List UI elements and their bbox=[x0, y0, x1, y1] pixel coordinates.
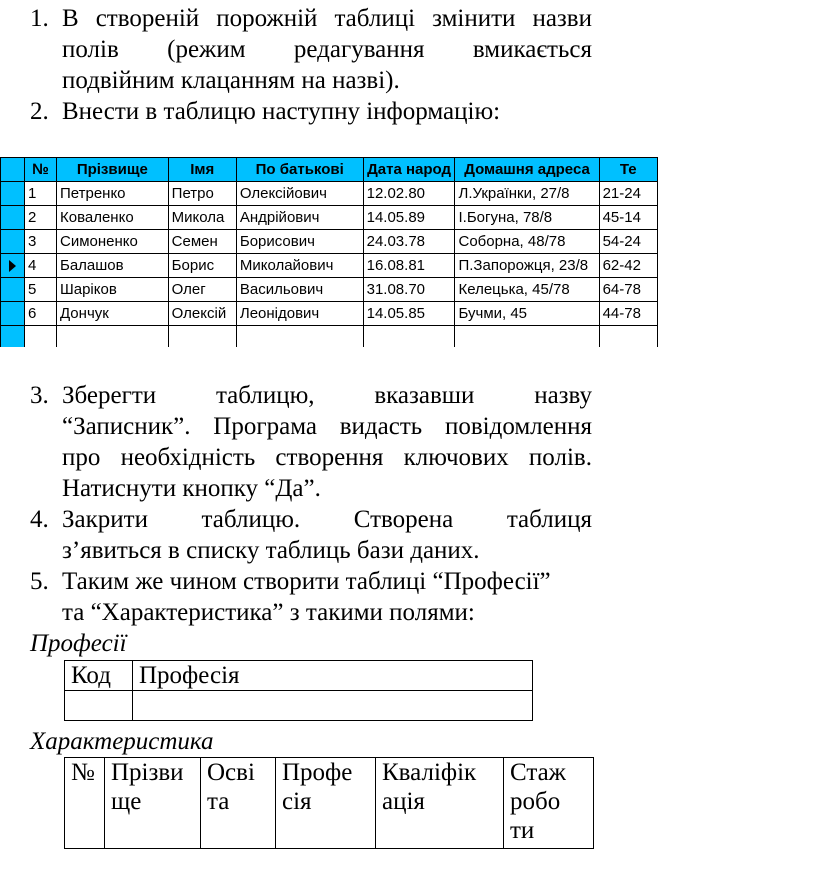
table-row bbox=[65, 661, 533, 691]
table-row-current[interactable] bbox=[1, 254, 658, 278]
cell[interactable]: Олексій bbox=[168, 302, 236, 326]
word: таблиці bbox=[334, 5, 416, 32]
cell[interactable]: 21-24 bbox=[599, 182, 657, 206]
cell[interactable]: 44-78 bbox=[599, 302, 657, 326]
cell[interactable]: 54-24 bbox=[599, 230, 657, 254]
step-1-number: 1. bbox=[30, 5, 49, 32]
new-record-row[interactable] bbox=[1, 326, 658, 348]
table-header-cell: Стаж робо ти bbox=[504, 758, 594, 849]
word: полів bbox=[62, 36, 119, 63]
row-selector[interactable] bbox=[1, 326, 25, 348]
word: створення bbox=[275, 444, 384, 471]
step-3-line-2 bbox=[62, 412, 592, 441]
cell[interactable]: Микола bbox=[168, 206, 236, 230]
column-header[interactable]: Те bbox=[599, 158, 657, 182]
table-row[interactable] bbox=[1, 230, 658, 254]
row-selector[interactable] bbox=[1, 230, 25, 254]
step-3-number: 3. bbox=[30, 382, 49, 409]
cell[interactable]: Андрійович bbox=[236, 206, 363, 230]
row-selector[interactable] bbox=[1, 302, 25, 326]
cell[interactable]: 14.05.85 bbox=[363, 302, 455, 326]
characteristics-table bbox=[64, 757, 594, 849]
cell[interactable]: 14.05.89 bbox=[363, 206, 455, 230]
word: Зберегти bbox=[62, 382, 157, 409]
table-header-cell: № bbox=[65, 758, 105, 849]
word: вказавши bbox=[374, 382, 475, 409]
cell[interactable] bbox=[363, 326, 455, 348]
word: ключових bbox=[403, 444, 509, 471]
cell[interactable] bbox=[25, 326, 57, 348]
word: таблицю. bbox=[201, 506, 301, 533]
step-5-number: 5. bbox=[30, 568, 49, 595]
cell[interactable]: 4 bbox=[25, 254, 57, 278]
cell[interactable]: Олексійович bbox=[236, 182, 363, 206]
table-row[interactable] bbox=[1, 182, 658, 206]
cell[interactable]: Дончук bbox=[56, 302, 168, 326]
step-5-line-1: Таким же чином створити таблиці “Професії” bbox=[62, 568, 551, 595]
cell[interactable]: 64-78 bbox=[599, 278, 657, 302]
cell[interactable]: 12.02.80 bbox=[363, 182, 455, 206]
cell[interactable]: Борисович bbox=[236, 230, 363, 254]
cell[interactable] bbox=[455, 326, 599, 348]
cell[interactable]: Шаріков bbox=[56, 278, 168, 302]
column-header[interactable]: № bbox=[25, 158, 57, 182]
header-row bbox=[1, 158, 658, 182]
cell[interactable] bbox=[168, 326, 236, 348]
cell[interactable]: Келецька, 45/78 bbox=[455, 278, 599, 302]
current-record-indicator[interactable] bbox=[1, 254, 25, 278]
step-5-line-2: та “Характеристика” з такими полями: bbox=[62, 599, 475, 626]
word: редагування bbox=[293, 36, 425, 63]
row-selector-header[interactable] bbox=[1, 158, 25, 182]
word: (режим bbox=[167, 36, 246, 63]
cell[interactable]: Леонідович bbox=[236, 302, 363, 326]
cell[interactable]: Балашов bbox=[56, 254, 168, 278]
cell[interactable]: 3 bbox=[25, 230, 57, 254]
word: змінити bbox=[432, 5, 516, 32]
cell[interactable]: 16.08.81 bbox=[363, 254, 455, 278]
cell[interactable]: Миколайович bbox=[236, 254, 363, 278]
step-3-line-3 bbox=[62, 443, 592, 472]
cell[interactable]: 31.08.70 bbox=[363, 278, 455, 302]
word: назви bbox=[532, 5, 592, 32]
table-cell bbox=[65, 691, 133, 721]
word: Програма bbox=[213, 413, 317, 440]
table-header-cell: Прізви ще bbox=[105, 758, 201, 849]
cell[interactable]: 1 bbox=[25, 182, 57, 206]
step-2-line-1: Внести в таблицю наступну інформацію: bbox=[62, 98, 501, 125]
step-2-number: 2. bbox=[30, 98, 49, 125]
cell[interactable]: Коваленко bbox=[56, 206, 168, 230]
word: про bbox=[62, 444, 101, 471]
cell[interactable]: Васильович bbox=[236, 278, 363, 302]
cell[interactable]: Л.Українки, 27/8 bbox=[455, 182, 599, 206]
cell[interactable]: 45-14 bbox=[599, 206, 657, 230]
word: Закрити bbox=[62, 506, 148, 533]
cell[interactable]: Бучми, 45 bbox=[455, 302, 599, 326]
table-header-cell: Осві та bbox=[201, 758, 276, 849]
cell[interactable]: П.Запорожця, 23/8 bbox=[455, 254, 599, 278]
datasheet-grid[interactable] bbox=[0, 157, 658, 347]
cell[interactable]: Соборна, 48/78 bbox=[455, 230, 599, 254]
column-header[interactable]: По батькові bbox=[236, 158, 363, 182]
table-header-cell: Код bbox=[65, 661, 133, 691]
cell[interactable]: Петро bbox=[168, 182, 236, 206]
step-3-line-4: Натиснути кнопку “Да”. bbox=[62, 475, 321, 502]
professions-table bbox=[64, 660, 533, 721]
word: В bbox=[62, 5, 79, 32]
word: видасть bbox=[339, 413, 423, 440]
cell[interactable] bbox=[599, 326, 657, 348]
word: порожній bbox=[216, 5, 318, 32]
step-3-line-1 bbox=[62, 381, 592, 410]
word: вмикається bbox=[472, 36, 592, 63]
step-1-line-1 bbox=[62, 4, 592, 33]
cell[interactable]: І.Богуна, 78/8 bbox=[455, 206, 599, 230]
column-header[interactable]: Домашня адреса bbox=[455, 158, 599, 182]
table-row[interactable] bbox=[1, 278, 658, 302]
cell[interactable]: 2 bbox=[25, 206, 57, 230]
word: назву bbox=[534, 382, 592, 409]
word: полів. bbox=[528, 444, 592, 471]
cell[interactable]: Семен bbox=[168, 230, 236, 254]
table-row bbox=[65, 691, 533, 721]
table-row[interactable] bbox=[1, 302, 658, 326]
current-record-arrow-icon bbox=[9, 260, 16, 272]
table-row[interactable] bbox=[1, 206, 658, 230]
word: таблицю, bbox=[215, 382, 315, 409]
step-4-number: 4. bbox=[30, 506, 49, 533]
word: “Записник”. bbox=[62, 413, 191, 440]
cell[interactable]: 24.03.78 bbox=[363, 230, 455, 254]
table-header-cell: Кваліфік ація bbox=[376, 758, 504, 849]
cell[interactable] bbox=[236, 326, 363, 348]
word: необхідність bbox=[120, 444, 256, 471]
step-4-line-1 bbox=[62, 505, 592, 534]
column-header[interactable]: Дата народ bbox=[363, 158, 455, 182]
step-1-line-3: подвійним клацанням на назві). bbox=[62, 67, 400, 94]
table-header-cell: Профе сія bbox=[276, 758, 376, 849]
word: Створена bbox=[353, 506, 454, 533]
step-1-line-2 bbox=[62, 35, 592, 64]
cell[interactable]: 62-42 bbox=[599, 254, 657, 278]
cell[interactable]: Симоненко bbox=[56, 230, 168, 254]
cell[interactable]: 6 bbox=[25, 302, 57, 326]
professions-title: Професії bbox=[30, 630, 127, 657]
cell[interactable]: Борис bbox=[168, 254, 236, 278]
word: створеній bbox=[95, 5, 200, 32]
cell[interactable]: Олег bbox=[168, 278, 236, 302]
step-4-line-2: з’явиться в списку таблиць бази даних. bbox=[62, 537, 480, 564]
column-header[interactable]: Прізвище bbox=[56, 158, 168, 182]
table-header-cell: Професія bbox=[133, 661, 533, 691]
word: повідомлення bbox=[444, 413, 592, 440]
cell[interactable]: Петренко bbox=[56, 182, 168, 206]
cell[interactable] bbox=[56, 326, 168, 348]
datasheet-table bbox=[0, 157, 658, 347]
table-cell bbox=[133, 691, 533, 721]
row-selector[interactable] bbox=[1, 206, 25, 230]
row-selector[interactable] bbox=[1, 278, 25, 302]
cell[interactable]: 5 bbox=[25, 278, 57, 302]
column-header[interactable]: Імя bbox=[168, 158, 236, 182]
characteristics-title: Характеристика bbox=[30, 728, 214, 755]
word: таблиця bbox=[506, 506, 592, 533]
table-row bbox=[65, 758, 594, 849]
row-selector[interactable] bbox=[1, 182, 25, 206]
